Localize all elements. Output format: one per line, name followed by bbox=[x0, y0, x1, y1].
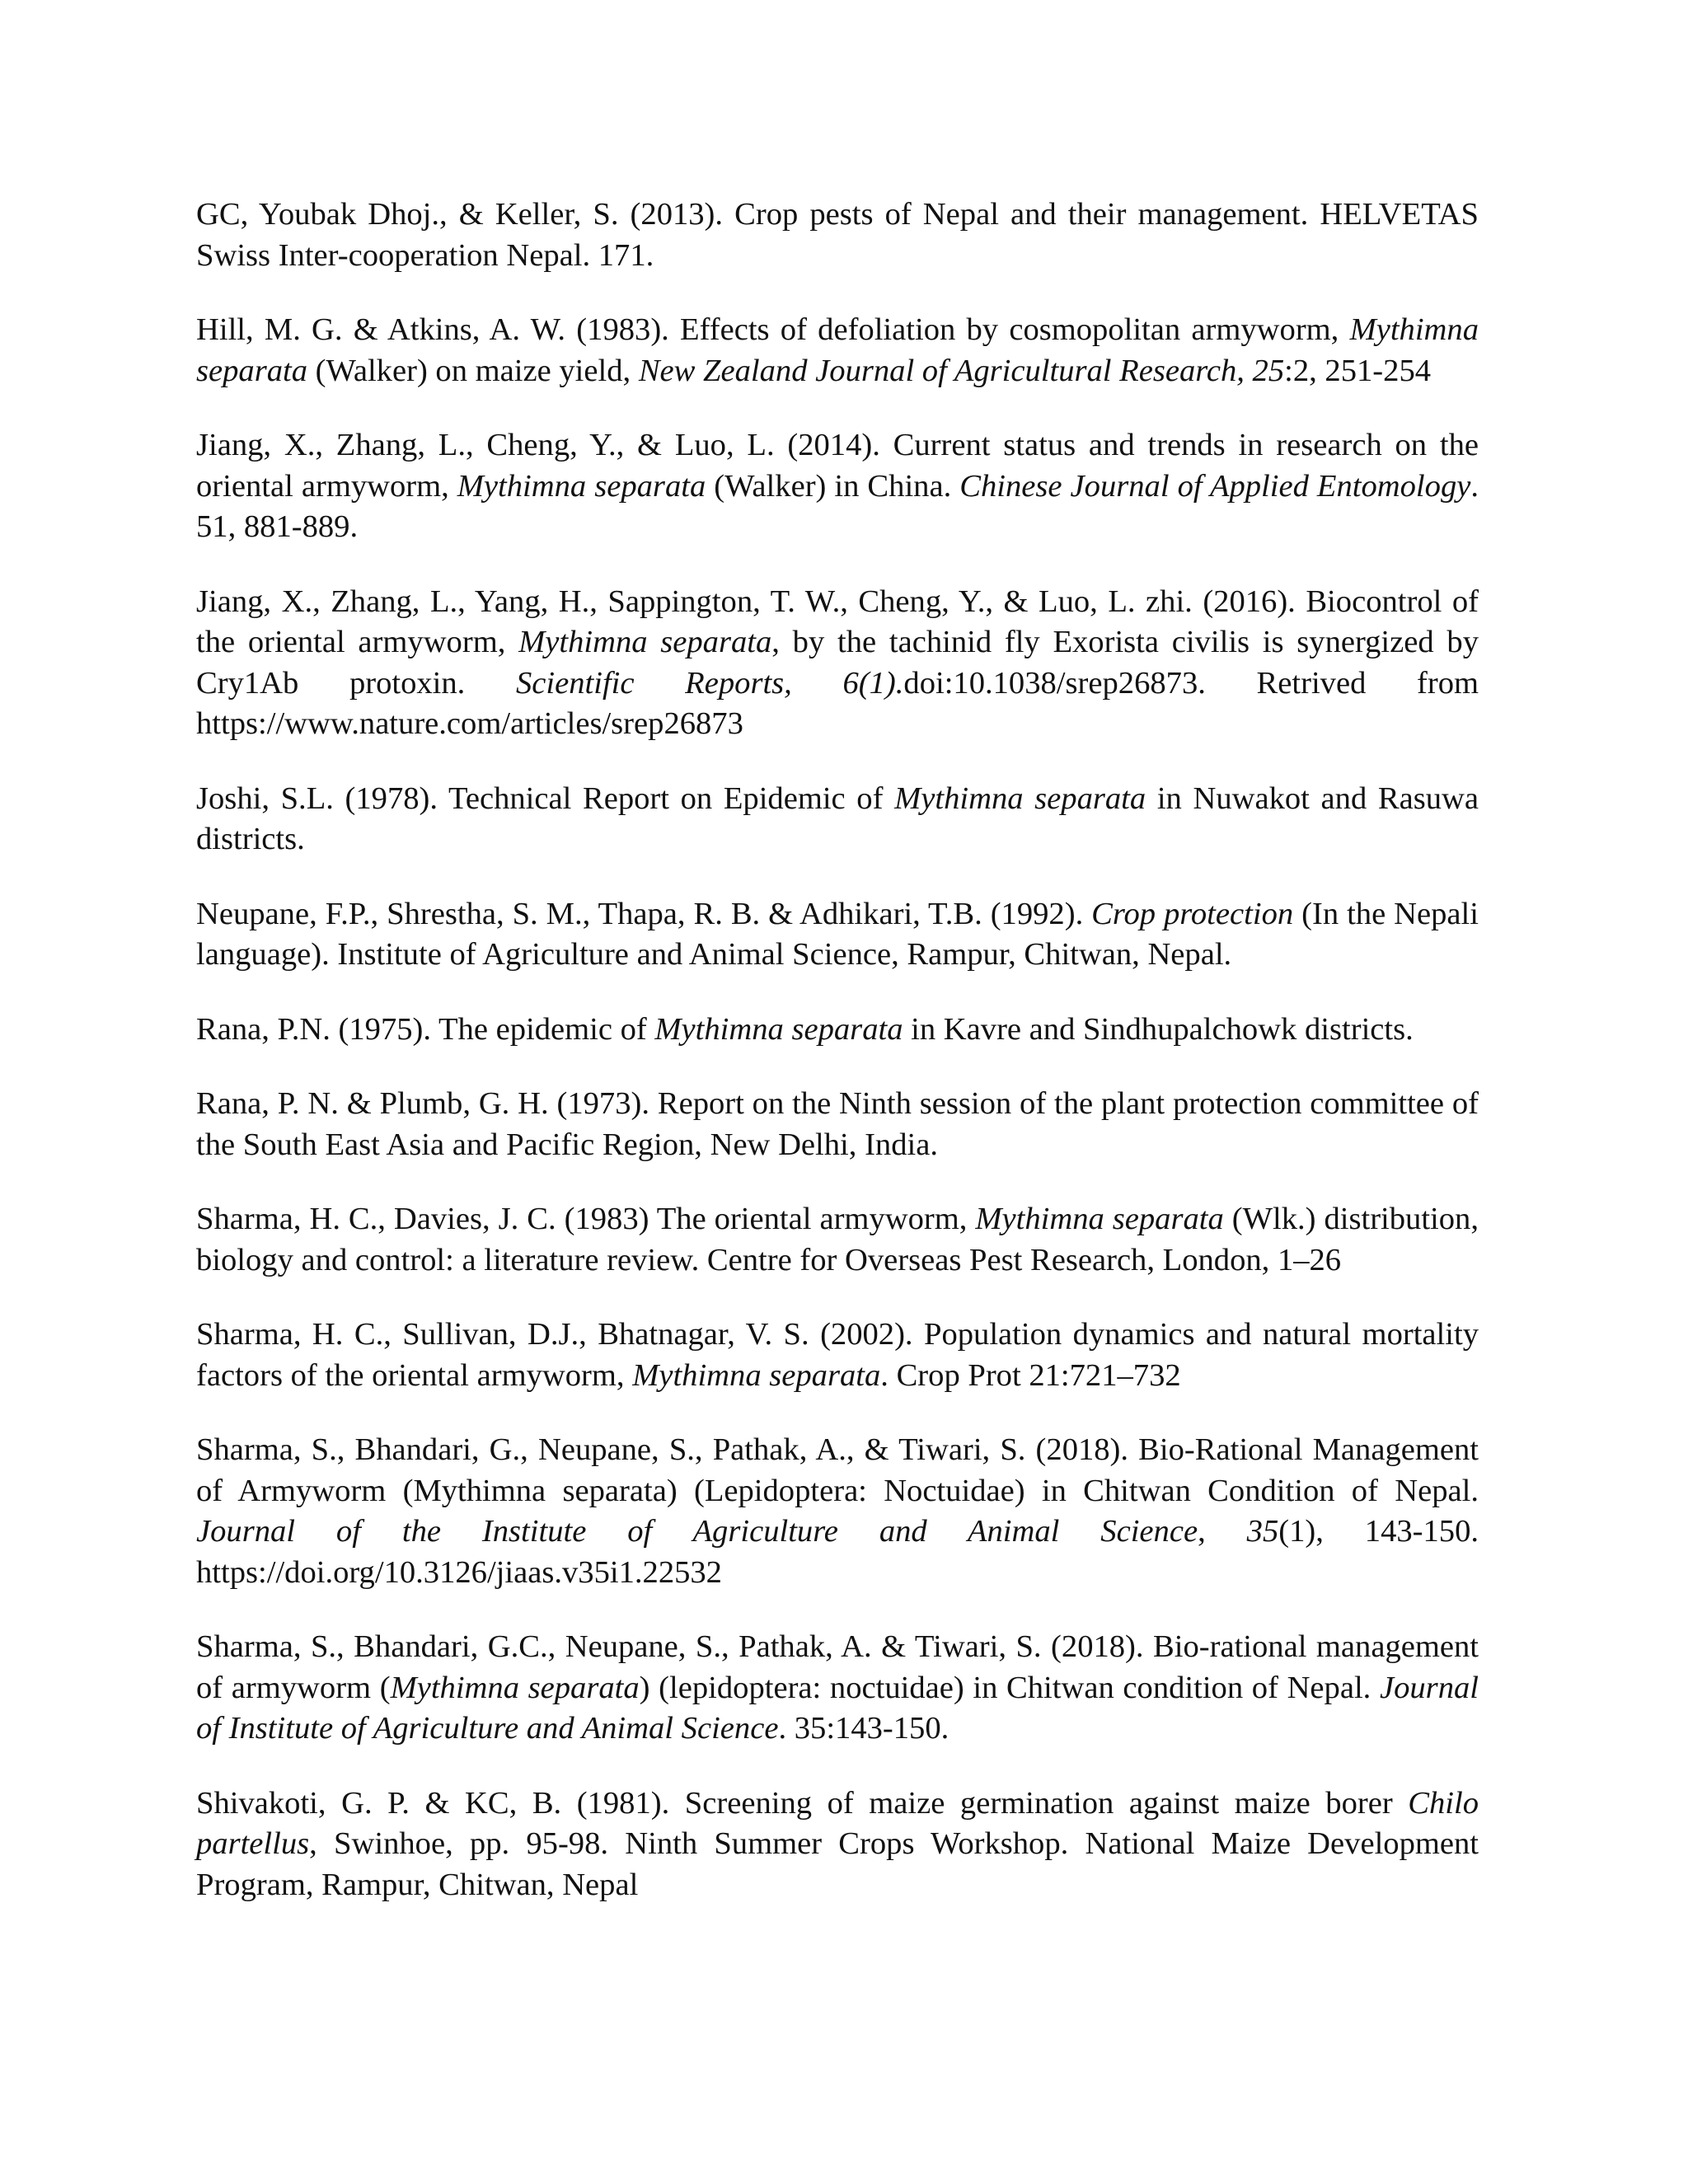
reference-text: Neupane, F.P., Shrestha, S. M., Thapa, R. B. & Adhikari, T.B. (1992). bbox=[196, 896, 1092, 931]
reference-text: Sharma, H. C., Sullivan, D.J., Bhatnagar, V. S. (2002). Population dynamics and natural mortality factors of the oriental armyworm, bbox=[196, 1317, 1479, 1393]
reference-italic-text: Mythimna separata bbox=[654, 1011, 903, 1047]
reference-entry bbox=[196, 582, 1479, 745]
reference-italic-text: Mythimna separata bbox=[196, 312, 1479, 388]
reference-entry bbox=[196, 194, 1479, 276]
reference-text: Hill, M. G. & Atkins, A. W. (1983). Effects of defoliation by cosmopolitan armyworm, bbox=[196, 312, 1350, 347]
reference-text: , Swinhoe, pp. 95-98. Ninth Summer Crops Workshop. National Maize Development Program, Rampur, Chitwan, Nepal bbox=[196, 1826, 1479, 1902]
reference-entry bbox=[196, 310, 1479, 391]
reference-text: , by the tachinid fly Exorista civilis is synergized by Cry1Ab protoxin. bbox=[196, 625, 1479, 701]
reference-text: . 51, 881-889. bbox=[196, 468, 1479, 544]
reference-text: :2, 251-254 bbox=[1284, 353, 1432, 388]
reference-italic-text: Scientific Reports, 6(1). bbox=[515, 665, 904, 701]
reference-entry bbox=[196, 1010, 1479, 1051]
reference-entry bbox=[196, 779, 1479, 860]
reference-italic-text: Mythimna separata bbox=[457, 468, 706, 504]
reference-text: (In the Nepali language). Institute of Agriculture and Animal Science, Rampur, Chitwan, Nepal. bbox=[196, 896, 1479, 972]
reference-text: Rana, P. N. & Plumb, G. H. (1973). Report on the Ninth session of the plant protection committee of the South East Asia and Pacific Region, New Delhi, India. bbox=[196, 1086, 1479, 1162]
reference-text: ) (lepidoptera: noctuidae) in Chitwan condition of Nepal. bbox=[639, 1670, 1380, 1705]
reference-italic-text: Journal of the Institute of Agriculture and Animal Science bbox=[196, 1514, 1198, 1549]
reference-italic-text: Crop protection bbox=[1091, 896, 1294, 931]
reference-text: . Crop Prot 21:721–732 bbox=[880, 1357, 1181, 1393]
reference-text: (Walker) in China. bbox=[706, 468, 960, 504]
reference-italic-text: 35 bbox=[1246, 1514, 1279, 1549]
reference-italic-text: Mythimna separata bbox=[518, 625, 772, 659]
reference-text: Jiang, X., Zhang, L., Yang, H., Sappington, T. W., Cheng, Y., & Luo, L. zhi. (2016). Biocontrol of the oriental armyworm, bbox=[196, 583, 1479, 659]
reference-text: Joshi, S.L. (1978). Technical Report on Epidemic of bbox=[196, 780, 895, 816]
reference-text: (1), 143-150. https://doi.org/10.3126/jiaas.v35i1.22532 bbox=[196, 1514, 1479, 1590]
reference-italic-text: Mythimna separata bbox=[632, 1357, 881, 1393]
reference-text: in Kavre and Sindhupalchowk districts. bbox=[903, 1011, 1414, 1047]
reference-italic-text: New Zealand Journal of Agricultural Research, 25 bbox=[638, 353, 1285, 388]
reference-text: Jiang, X., Zhang, L., Cheng, Y., & Luo, L. (2014). Current status and trends in research on the oriental armyworm, bbox=[196, 428, 1479, 504]
reference-list bbox=[196, 194, 1479, 1939]
reference-text: doi:10.1038/srep26873. Retrived from https://www.nature.com/articles/srep26873 bbox=[196, 665, 1479, 741]
reference-text: GC, Youbak Dhoj., & Keller, S. (2013). Crop pests of Nepal and their management. HELVETAS Swiss Inter-cooperation Nepal. 171. bbox=[196, 197, 1479, 273]
reference-entry bbox=[196, 1783, 1479, 1906]
reference-text: . 35:143-150. bbox=[778, 1711, 950, 1746]
reference-entry bbox=[196, 894, 1479, 976]
reference-text: Sharma, S., Bhandari, G.C., Neupane, S., Pathak, A. & Tiwari, S. (2018). Bio-rational management of armyworm ( bbox=[196, 1629, 1479, 1705]
reference-text: (Wlk.) distribution, biology and control: a literature review. Centre for Overseas Pest Research, London, 1–26 bbox=[196, 1202, 1479, 1277]
reference-italic-text: Chilo partellus bbox=[196, 1785, 1479, 1861]
reference-italic-text: Mythimna separata bbox=[975, 1202, 1224, 1236]
reference-italic-text: Mythimna separata bbox=[390, 1670, 640, 1705]
reference-entry bbox=[196, 1627, 1479, 1750]
reference-text: Sharma, H. C., Davies, J. C. (1983) The oriental armyworm, bbox=[196, 1202, 976, 1236]
reference-entry bbox=[196, 1199, 1479, 1281]
reference-entry bbox=[196, 1084, 1479, 1165]
reference-text: in Nuwakot and Rasuwa districts. bbox=[196, 780, 1479, 856]
reference-italic-text: Chinese Journal of Applied Entomology bbox=[959, 468, 1471, 504]
reference-italic-text: Mythimna separata bbox=[894, 780, 1146, 816]
reference-entry bbox=[196, 1315, 1479, 1396]
reference-text: (Walker) on maize yield, bbox=[307, 353, 639, 388]
reference-text: Shivakoti, G. P. & KC, B. (1981). Screening of maize germination against maize borer bbox=[196, 1785, 1409, 1821]
reference-italic-text: Journal of Institute of Agriculture and Animal Science bbox=[196, 1670, 1479, 1746]
reference-entry bbox=[196, 425, 1479, 548]
reference-text: Rana, P.N. (1975). The epidemic of bbox=[196, 1011, 655, 1047]
reference-entry bbox=[196, 1430, 1479, 1593]
reference-text: Sharma, S., Bhandari, G., Neupane, S., Pathak, A., & Tiwari, S. (2018). Bio-Rational Management of Armyworm (Mythimna separata) (Lepidoptera: Noctuidae) in Chitwan Condition of Nepal. bbox=[196, 1432, 1479, 1508]
reference-text: , bbox=[1198, 1514, 1247, 1549]
